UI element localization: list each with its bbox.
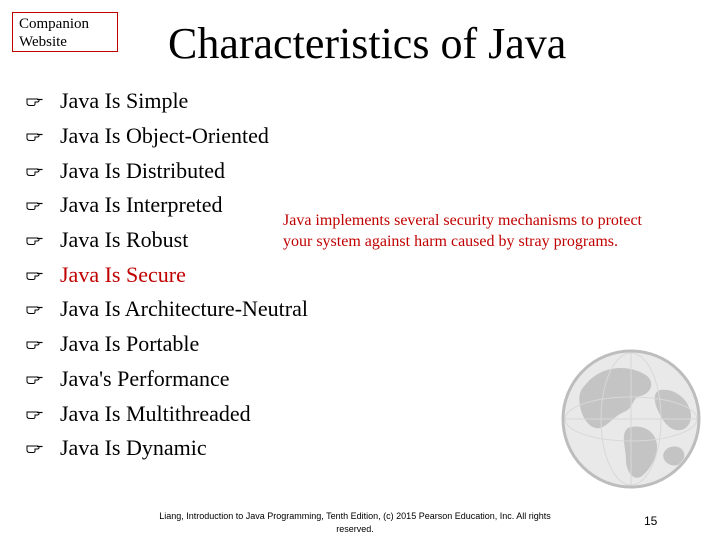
bullet-item (26, 223, 308, 258)
pointing-hand-icon (26, 131, 60, 141)
bullet-item (26, 119, 308, 154)
bullet-label: Java Is Portable (60, 331, 200, 357)
pointing-hand-icon (26, 96, 60, 106)
bullet-item (26, 188, 308, 223)
pointing-hand-icon (26, 166, 60, 176)
bullet-label: Java Is Simple (60, 88, 189, 114)
pointing-hand-icon (26, 304, 60, 314)
pointing-hand-icon (26, 235, 60, 245)
bullet-label: Java Is Secure (60, 261, 186, 287)
companion-line-2: Website (19, 34, 67, 50)
companion-line-1: Companion (19, 16, 89, 32)
pointing-hand-icon (26, 409, 60, 419)
bullet-item (26, 431, 308, 466)
slide-title: Characteristics of Java (168, 19, 567, 68)
pointing-hand-icon (26, 270, 60, 280)
bullet-label: Java Is Multithreaded (60, 400, 251, 426)
bullet-label: Java Is Dynamic (60, 435, 207, 461)
pointing-hand-icon (26, 443, 60, 453)
bullet-item (26, 292, 308, 327)
bullet-item (26, 84, 308, 119)
bullet-item (26, 327, 308, 362)
bullet-label: Java's Performance (60, 365, 230, 391)
bullet-label: Java Is Robust (60, 227, 189, 253)
bullet-item (26, 257, 308, 292)
bullet-label: Java Is Object-Oriented (60, 123, 269, 149)
bullet-item (26, 362, 308, 397)
footer-citation: Liang, Introduction to Java Programming, Tenth Edition, (c) 2015 Pearson Education, Inc. All rights reserved. (159, 511, 551, 534)
security-note: Java implements several security mechanisms to protect your system against harm caused by stray programs. (283, 212, 642, 250)
pointing-hand-icon (26, 339, 60, 349)
bullet-item (26, 396, 308, 431)
bullet-label: Java Is Interpreted (60, 192, 223, 218)
globe-icon (556, 344, 706, 494)
bullet-item (26, 153, 308, 188)
pointing-hand-icon (26, 200, 60, 210)
page-number: 15 (644, 514, 658, 528)
companion-website-box[interactable] (12, 12, 118, 52)
bullet-label: Java Is Architecture-Neutral (60, 296, 308, 322)
bullet-list (26, 84, 308, 466)
pointing-hand-icon (26, 374, 60, 384)
bullet-label: Java Is Distributed (60, 157, 225, 183)
